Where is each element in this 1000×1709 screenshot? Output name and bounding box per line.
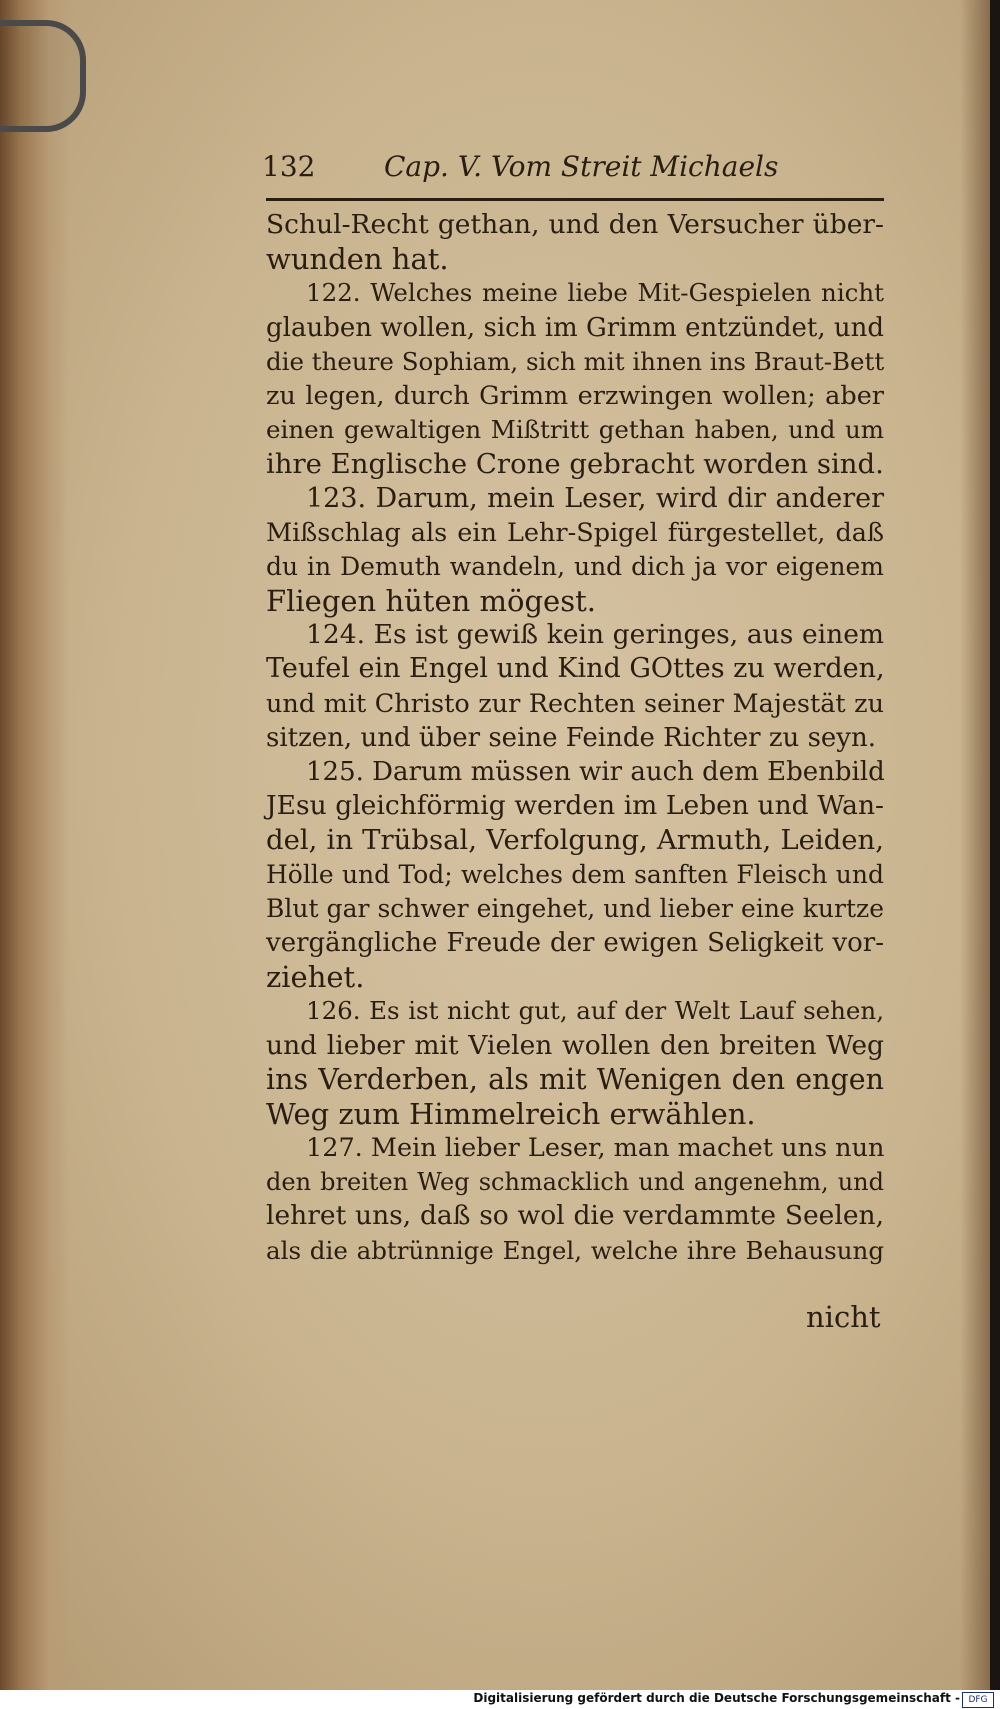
text-line: Fliegen hüten mögest.: [266, 584, 596, 619]
text-line: 122. Welches meine liebe Mit-Gespielen nicht: [306, 278, 884, 308]
body-text: [266, 208, 884, 1268]
page-gutter: [960, 0, 990, 1690]
text-line: ziehet.: [266, 960, 365, 995]
text-line: Schul-Recht gethan, und den Versucher über-: [266, 209, 884, 240]
text-line: 126. Es ist nicht gut, auf der Welt Lauf sehen,: [306, 996, 884, 1026]
text-line: als die abtrünnige Engel, welche ihre Behausung: [266, 1235, 884, 1265]
text-line: du in Demuth wandeln, und dich ja vor eigenem: [266, 551, 884, 581]
page-clip: [0, 20, 86, 132]
text-line: Weg zum Himmelreich erwählen.: [266, 1096, 756, 1131]
text-line: 124. Es ist gewiß kein geringes, aus einem: [306, 619, 884, 651]
text-line: ihre Englische Crone gebracht worden sind.: [266, 448, 884, 481]
text-line: wunden hat.: [266, 242, 449, 277]
digitization-footer: [0, 1690, 1000, 1709]
page-number: 132: [262, 150, 316, 183]
text-line: 125. Darum müssen wir auch dem Ebenbild: [306, 757, 885, 787]
funding-credit: Digitalisierung gefördert durch die Deutsche Forschungsgemeinschaft -: [473, 1691, 960, 1705]
text-line: die theure Sophiam, sich mit ihnen ins Braut-Bett: [266, 346, 885, 376]
text-line: glauben wollen, sich im Grimm entzündet, und: [266, 312, 884, 343]
text-line: lehret uns, daß so wol die verdammte Seelen,: [266, 1200, 884, 1232]
text-line: zu legen, durch Grimm erzwingen wollen; aber: [266, 380, 884, 411]
dfg-logo: DFG: [962, 1692, 994, 1708]
text-line: 127. Mein lieber Leser, man machet uns nun: [306, 1133, 885, 1164]
text-line: Mißschlag als ein Lehr-Spigel fürgestellet, daß: [266, 517, 884, 548]
text-line: sitzen, und über seine Feinde Richter zu seyn.: [266, 722, 876, 753]
text-line: Teufel ein Engel und Kind GOttes zu werden,: [266, 653, 885, 685]
text-line: den breiten Weg schmacklich und angenehm, und: [266, 1168, 884, 1197]
header-rule: [266, 198, 884, 201]
text-line: Hölle und Tod; welches dem sanften Fleisch und: [266, 859, 884, 889]
text-line: del, in Trübsal, Verfolgung, Armuth, Leiden,: [266, 824, 884, 857]
catchword: nicht: [806, 1300, 881, 1334]
book-fore-edge: [0, 0, 70, 1690]
running-header: [262, 150, 882, 190]
text-line: Blut gar schwer eingehet, und lieber eine kurtze: [266, 893, 884, 923]
text-line: vergängliche Freude der ewigen Seligkeit vor-: [266, 927, 884, 958]
text-line: JEsu gleichförmig werden im Leben und Wan-: [266, 790, 884, 822]
text-line: und lieber mit Vielen wollen den breiten Weg: [266, 1029, 884, 1061]
text-line: und mit Christo zur Rechten seiner Majestät zu: [266, 688, 884, 719]
text-line: 123. Darum, mein Leser, wird dir anderer: [306, 482, 884, 514]
text-line: einen gewaltigen Mißtritt gethan haben, und um: [266, 415, 884, 445]
text-line: ins Verderben, als mit Wenigen den engen: [266, 1062, 884, 1096]
running-title: Cap. V. Vom Streit Michaels: [384, 150, 779, 183]
